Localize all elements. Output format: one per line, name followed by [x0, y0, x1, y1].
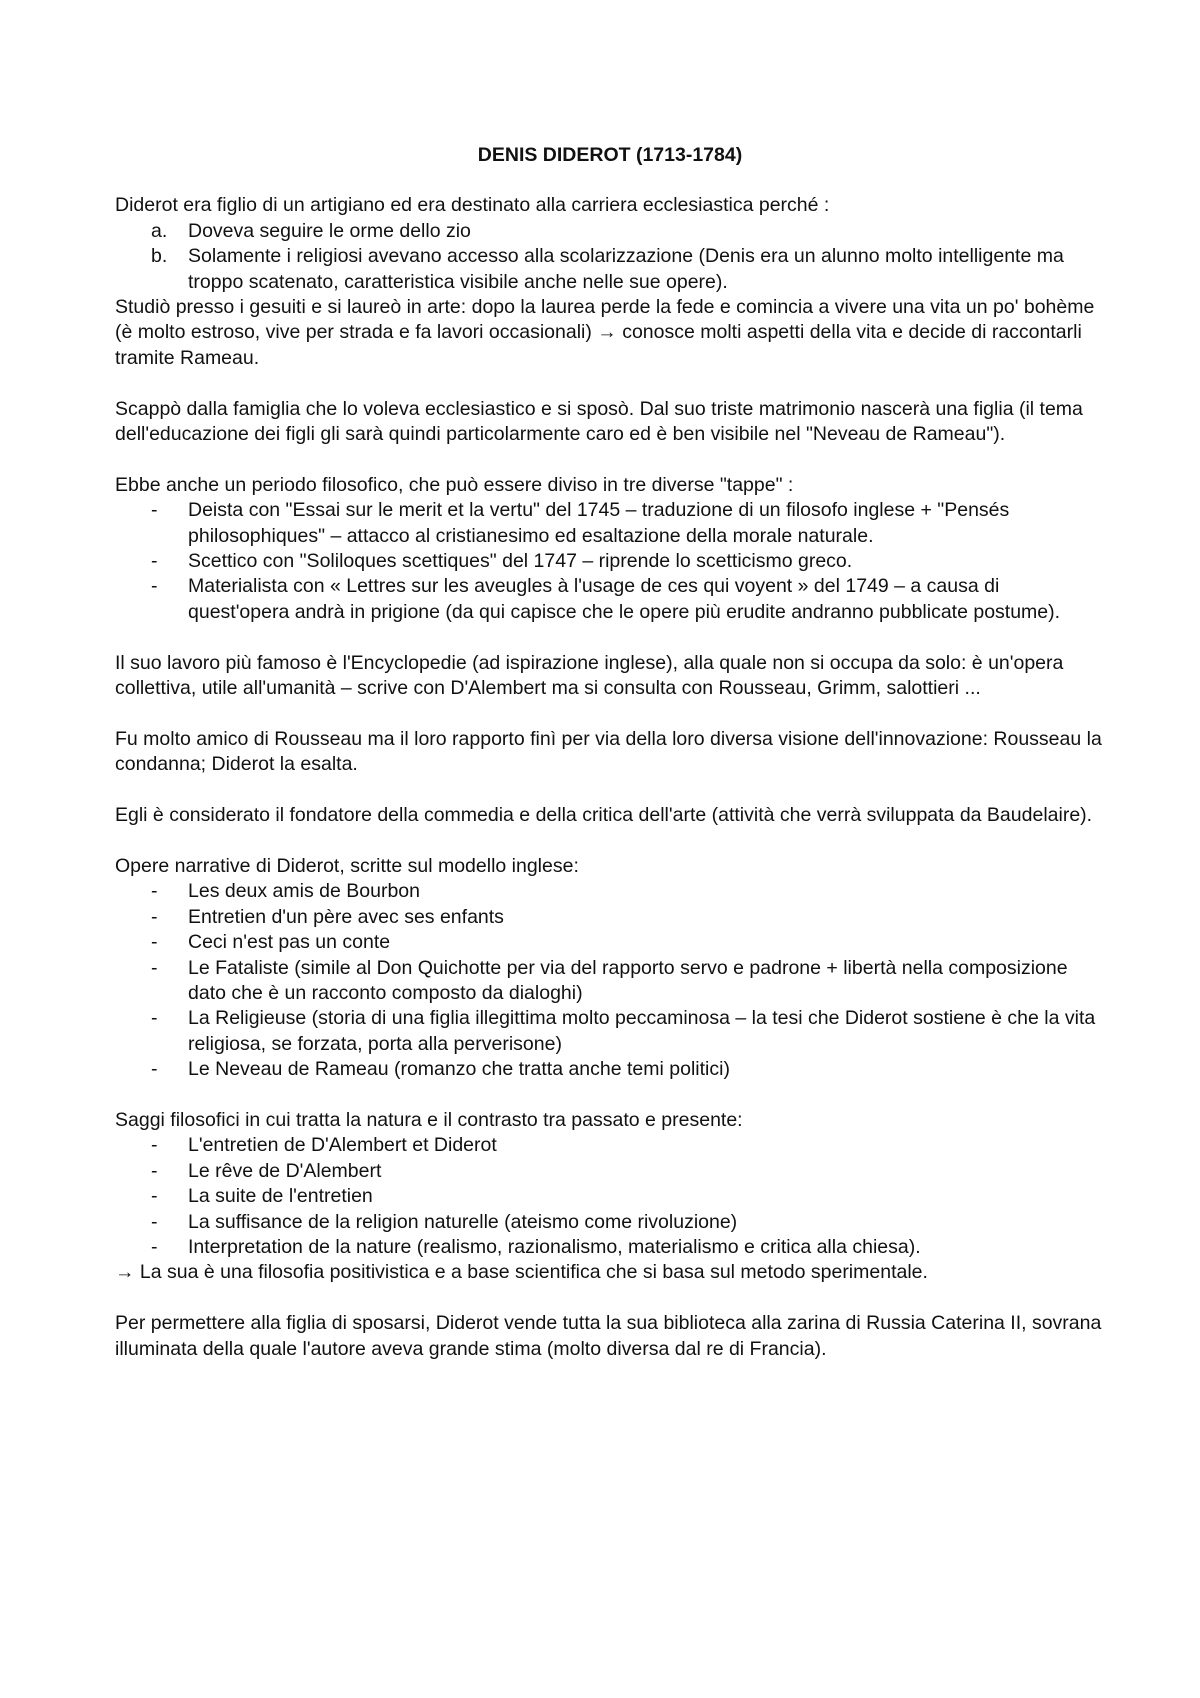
philosophy-list	[115, 498, 1105, 625]
essays-list	[115, 1133, 1105, 1260]
list-item-text: Interpretation de la nature (realismo, razionalismo, materialismo e critica alla chiesa).	[188, 1235, 921, 1258]
page-title: DENIS DIDEROT (1713-1784)	[477, 144, 743, 166]
list-item-text: Ceci n'est pas un conte	[188, 931, 391, 954]
list-item	[115, 956, 1105, 1007]
list-item-text: La Religieuse (storia di una figlia illegittima molto peccaminosa – la tesi che Diderot sostiene è che la vita religiosa, se forzata, porta alla perverisone)	[188, 1007, 1096, 1055]
list-item-text: Solamente i religiosi avevano accesso alla scolarizzazione (Denis era un alunno molto intelligente ma troppo scatenato, caratteristica visibile anche nelle sue opere).	[188, 245, 1064, 293]
founder-paragraph: Egli è considerato il fondatore della commedia e della critica dell'arte (attività che verrà sviluppata da Baudelaire).	[115, 804, 1093, 827]
dash-marker: -	[151, 1235, 158, 1258]
list-item	[115, 498, 1105, 549]
spacer	[115, 1286, 1105, 1311]
list-item	[115, 879, 1105, 904]
spacer	[115, 1083, 1105, 1108]
list-item-text: Entretien d'un père avec ses enfants	[188, 905, 504, 928]
list-item	[115, 1159, 1105, 1184]
narrative-list	[115, 879, 1105, 1082]
dash-marker: -	[151, 1185, 158, 1208]
dash-marker: -	[151, 956, 158, 979]
document-body	[115, 143, 1105, 1362]
dash-marker: -	[151, 550, 158, 573]
list-item	[115, 1133, 1105, 1158]
essays-paragraph: Saggi filosofici in cui tratta la natura e il contrasto tra passato e presente:	[115, 1108, 743, 1131]
list-item-text: Le Neveau de Rameau (romanzo che tratta anche temi politici)	[188, 1058, 730, 1081]
list-item	[115, 1006, 1105, 1057]
spacer	[115, 828, 1105, 853]
spacer	[115, 625, 1105, 650]
list-marker: b.	[151, 245, 168, 268]
dash-marker: -	[151, 499, 158, 522]
encyclopedie-paragraph: Il suo lavoro più famoso è l'Encyclopedie (ad ispirazione inglese), alla quale non si occupa da solo: è un'opera collettiva, utile all'umanità – scrive con D'Alembert ma si consulta con Rousseau, Grimm, salottieri ...	[115, 651, 1064, 700]
library-paragraph: Per permettere alla figlia di sposarsi, Diderot vende tutta la sua biblioteca alla zarina di Russia Caterina II, sovrana illuminata della quale l'autore aveva grande stima (molto diversa dal re di Francia).	[115, 1312, 1102, 1360]
rousseau-paragraph: Fu molto amico di Rousseau ma il loro rapporto finì per via della loro diversa visione dell'innovazione: Rousseau la condanna; Diderot la esalta.	[115, 727, 1102, 776]
list-item	[115, 219, 1105, 244]
dash-marker: -	[151, 905, 158, 928]
family-paragraph: Scappò dalla famiglia che lo voleva ecclesiastico e si sposò. Dal suo triste matrimonio nascerà una figlia (il tema dell'educazione dei figli gli sarà quindi particolarmente caro ed è ben visibile nel "Neveau de Rameau").	[115, 397, 1083, 446]
list-item	[115, 1057, 1105, 1082]
dash-marker: -	[151, 1159, 158, 1182]
list-item	[115, 1235, 1105, 1260]
list-item-text: Le Fataliste (simile al Don Quichotte per via del rapporto servo e padrone + libertà nella composizione dato che è un racconto composto da dialoghi)	[188, 956, 1068, 1004]
list-item	[115, 574, 1105, 625]
spacer	[115, 371, 1105, 396]
dash-marker: -	[151, 575, 158, 598]
intro-list	[115, 219, 1105, 295]
dash-marker: -	[151, 1134, 158, 1157]
dash-marker: -	[151, 1058, 158, 1081]
list-item-text: Les deux amis de Bourbon	[188, 880, 420, 903]
list-item	[115, 930, 1105, 955]
list-item	[115, 1210, 1105, 1235]
list-item-text: Doveva seguire le orme dello zio	[188, 219, 471, 242]
list-item	[115, 244, 1105, 295]
intro-paragraph: Diderot era figlio di un artigiano ed era destinato alla carriera ecclesiastica perché :	[115, 194, 830, 217]
list-marker: a.	[151, 219, 168, 242]
list-item-text: Scettico con "Soliloques scettiques" del 1747 – riprende lo scetticismo greco.	[188, 550, 853, 573]
list-item-text: La suffisance de la religion naturelle (ateismo come rivoluzione)	[188, 1210, 738, 1233]
philosophy-paragraph: Ebbe anche un periodo filosofico, che può essere diviso in tre diverse "tappe" :	[115, 473, 794, 496]
spacer	[115, 447, 1105, 472]
list-item-text: Deista con "Essai sur le merit et la vertu" del 1745 – traduzione di un filosofo inglese + "Pensés philosophiques" – attacco al cristianesimo ed esaltazione della morale naturale.	[188, 499, 1010, 547]
spacer	[115, 701, 1105, 726]
list-item-text: L'entretien de D'Alembert et Diderot	[188, 1134, 497, 1157]
list-item	[115, 905, 1105, 930]
dash-marker: -	[151, 931, 158, 954]
list-item	[115, 1184, 1105, 1209]
list-item-text: La suite de l'entretien	[188, 1185, 373, 1208]
positivist-paragraph: → La sua è una filosofia positivistica e a base scientifica che si basa sul metodo sperimentale.	[115, 1261, 928, 1284]
list-item-text: Le rêve de D'Alembert	[188, 1159, 382, 1182]
dash-marker: -	[151, 880, 158, 903]
dash-marker: -	[151, 1210, 158, 1233]
list-item-text: Materialista con « Lettres sur les aveugles à l'usage de ces qui voyent » del 1749 – a causa di quest'opera andrà in prigione (da qui capisce che le opere più erudite andranno pubblicate postume).	[188, 575, 1061, 623]
studies-paragraph: Studiò presso i gesuiti e si laureò in arte: dopo la laurea perde la fede e comincia a vivere una vita un po' bohème (è molto estroso, vive per strada e fa lavori occasionali) → conosce molti aspetti della vita e decide di raccontarli tramite Rameau.	[115, 296, 1095, 369]
list-item	[115, 549, 1105, 574]
spacer	[115, 778, 1105, 803]
narrative-paragraph: Opere narrative di Diderot, scritte sul modello inglese:	[115, 854, 579, 877]
dash-marker: -	[151, 1007, 158, 1030]
